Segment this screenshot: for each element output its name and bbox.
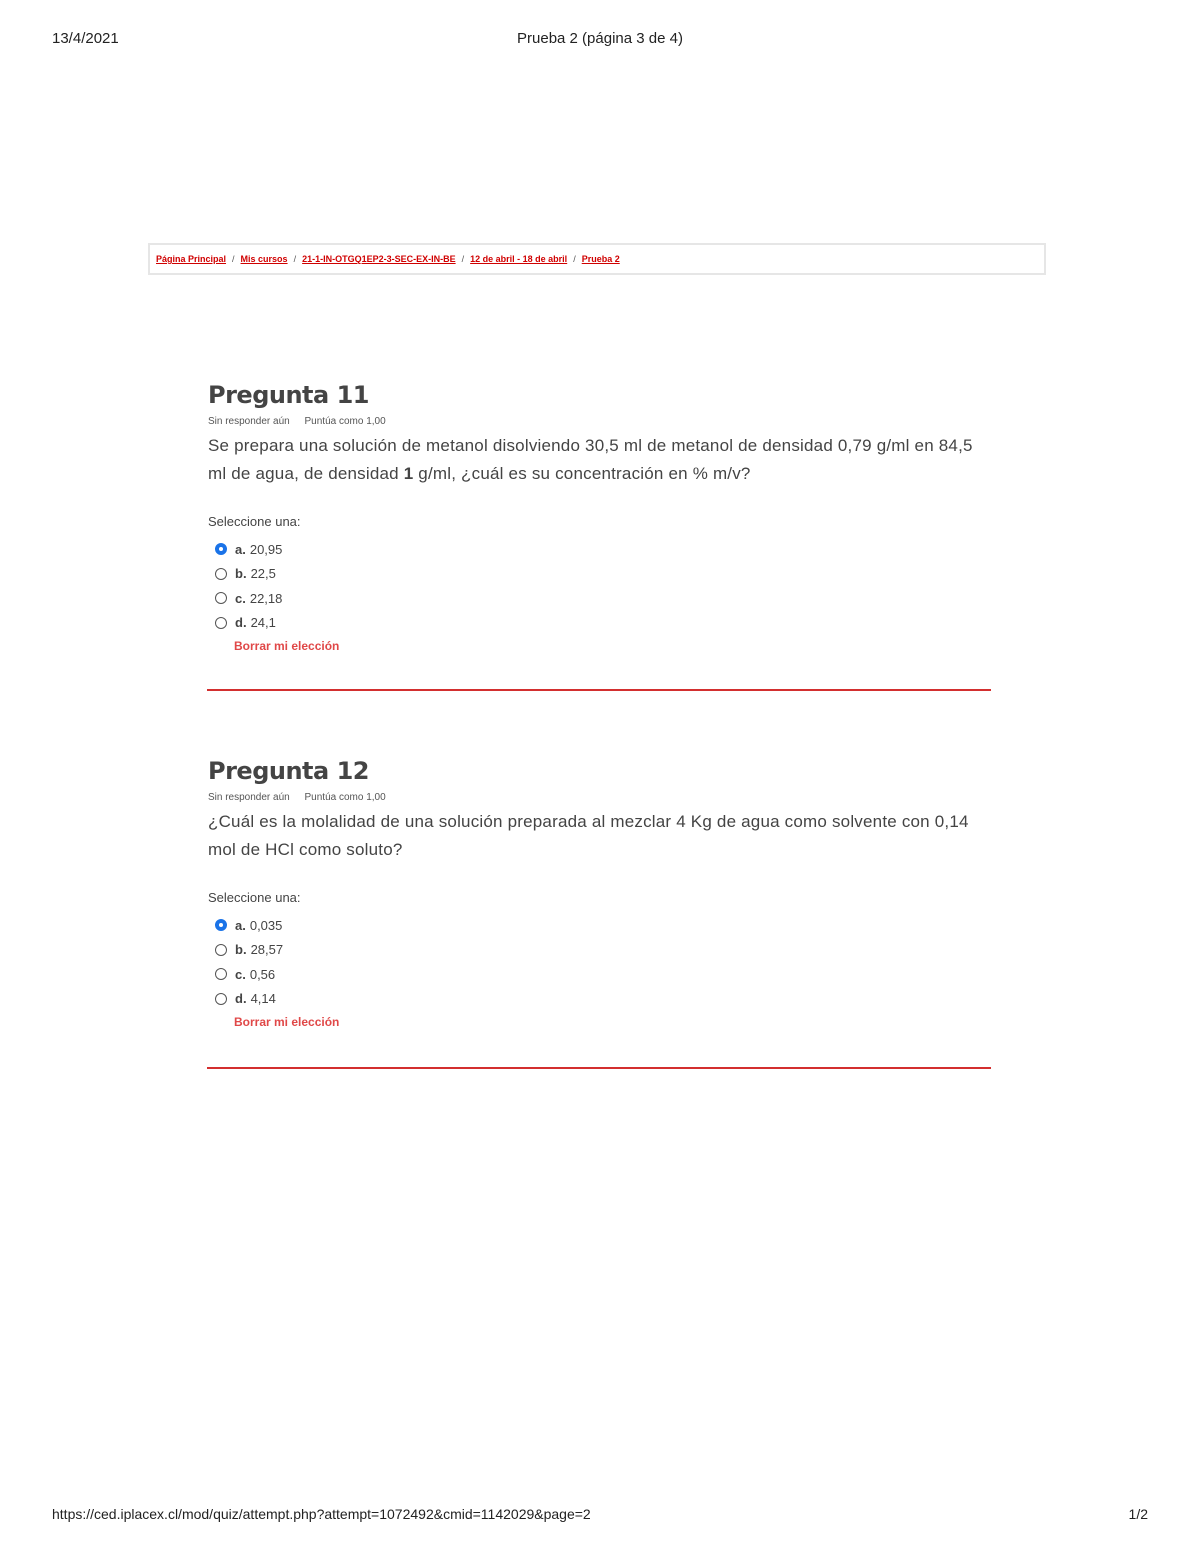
option-value: 28,57 <box>250 942 284 958</box>
option-value: 4,14 <box>250 991 276 1007</box>
question-text-part: ¿Cuál es la molalidad de una solución preparada al mezclar 4 Kg de agua como solvente con 0,14 mol de HCl como soluto? <box>208 812 969 859</box>
breadcrumb-separator: / <box>573 254 576 264</box>
question-text-part: Se prepara una solución de metanol disolviendo 30,5 ml de metanol de densidad 0,79 g/ml en 84,5 ml de agua, de densidad <box>208 436 973 483</box>
radio-button[interactable] <box>215 617 227 629</box>
option-value: 0,035 <box>249 917 283 933</box>
option-letter: a. <box>235 917 246 933</box>
option-value: 24,1 <box>250 615 276 631</box>
question-text <box>208 432 990 488</box>
print-header <box>52 30 1148 50</box>
question-meta <box>208 792 990 804</box>
option-value: 20,95 <box>249 541 283 557</box>
option-letter: b. <box>235 566 247 582</box>
option-letter: d. <box>235 615 247 631</box>
question-text-bold: 1 <box>403 464 414 483</box>
radio-button[interactable] <box>215 568 227 580</box>
print-page-title: Prueba 2 (página 3 de 4) <box>517 30 683 47</box>
option-letter: a. <box>235 541 246 557</box>
answer-option-a[interactable] <box>215 913 990 938</box>
breadcrumb-separator: / <box>461 254 465 264</box>
option-value: 0,56 <box>249 966 276 982</box>
question-score: Puntúa como 1,00 <box>304 416 386 427</box>
answer-option-d[interactable] <box>215 987 990 1012</box>
question-12 <box>208 756 990 1031</box>
answer-prompt: Seleccione una: <box>208 890 301 905</box>
question-title: Pregunta 11 <box>208 381 369 409</box>
question-text-part: g/ml, ¿cuál es su concentración en % m/v? <box>413 464 751 483</box>
radio-button[interactable] <box>215 968 227 980</box>
radio-button[interactable] <box>215 993 227 1005</box>
answer-option-b[interactable] <box>215 938 990 963</box>
breadcrumb <box>148 243 1046 275</box>
question-divider <box>207 1067 991 1069</box>
breadcrumb-quiz[interactable]: Prueba 2 <box>581 254 620 264</box>
print-url: https://ced.iplacex.cl/mod/quiz/attempt.php?attempt=1072492&cmid=1142029&page=2 <box>52 1506 591 1522</box>
question-title: Pregunta 12 <box>208 757 369 785</box>
print-date: 13/4/2021 <box>52 30 119 47</box>
print-page-count: 1/2 <box>1128 1506 1148 1522</box>
radio-button[interactable] <box>215 592 227 604</box>
breadcrumb-course[interactable]: 21-1-IN-OTGQ1EP2-3-SEC-EX-IN-BE <box>302 254 456 264</box>
radio-button-checked[interactable] <box>215 919 227 931</box>
question-status: Sin responder aún <box>208 416 290 427</box>
question-divider <box>207 689 991 691</box>
breadcrumb-separator: / <box>293 254 297 264</box>
radio-button[interactable] <box>215 944 227 956</box>
breadcrumb-week[interactable]: 12 de abril - 18 de abril <box>470 254 568 264</box>
answer-option-d[interactable] <box>215 611 990 636</box>
question-11 <box>208 380 990 655</box>
answer-option-c[interactable] <box>215 586 990 611</box>
print-footer <box>52 1506 1148 1526</box>
answer-options <box>208 913 990 1011</box>
option-letter: d. <box>235 991 247 1007</box>
option-value: 22,18 <box>249 590 283 606</box>
question-status: Sin responder aún <box>208 792 290 803</box>
answer-option-a[interactable] <box>215 537 990 562</box>
breadcrumb-my-courses[interactable]: Mis cursos <box>240 254 288 264</box>
answer-options <box>208 537 990 635</box>
clear-choice-link[interactable]: Borrar mi elección <box>234 1015 340 1029</box>
option-letter: b. <box>235 942 247 958</box>
question-text <box>208 808 990 864</box>
breadcrumb-separator: / <box>232 254 235 264</box>
radio-button-checked[interactable] <box>215 543 227 555</box>
answer-prompt: Seleccione una: <box>208 514 301 529</box>
option-letter: c. <box>235 590 246 606</box>
answer-option-c[interactable] <box>215 962 990 987</box>
breadcrumb-home[interactable]: Página Principal <box>156 254 227 264</box>
clear-choice-link[interactable]: Borrar mi elección <box>234 639 340 653</box>
option-value: 22,5 <box>250 566 276 582</box>
option-letter: c. <box>235 966 246 982</box>
question-score: Puntúa como 1,00 <box>304 792 386 803</box>
question-meta <box>208 416 990 428</box>
answer-option-b[interactable] <box>215 562 990 587</box>
